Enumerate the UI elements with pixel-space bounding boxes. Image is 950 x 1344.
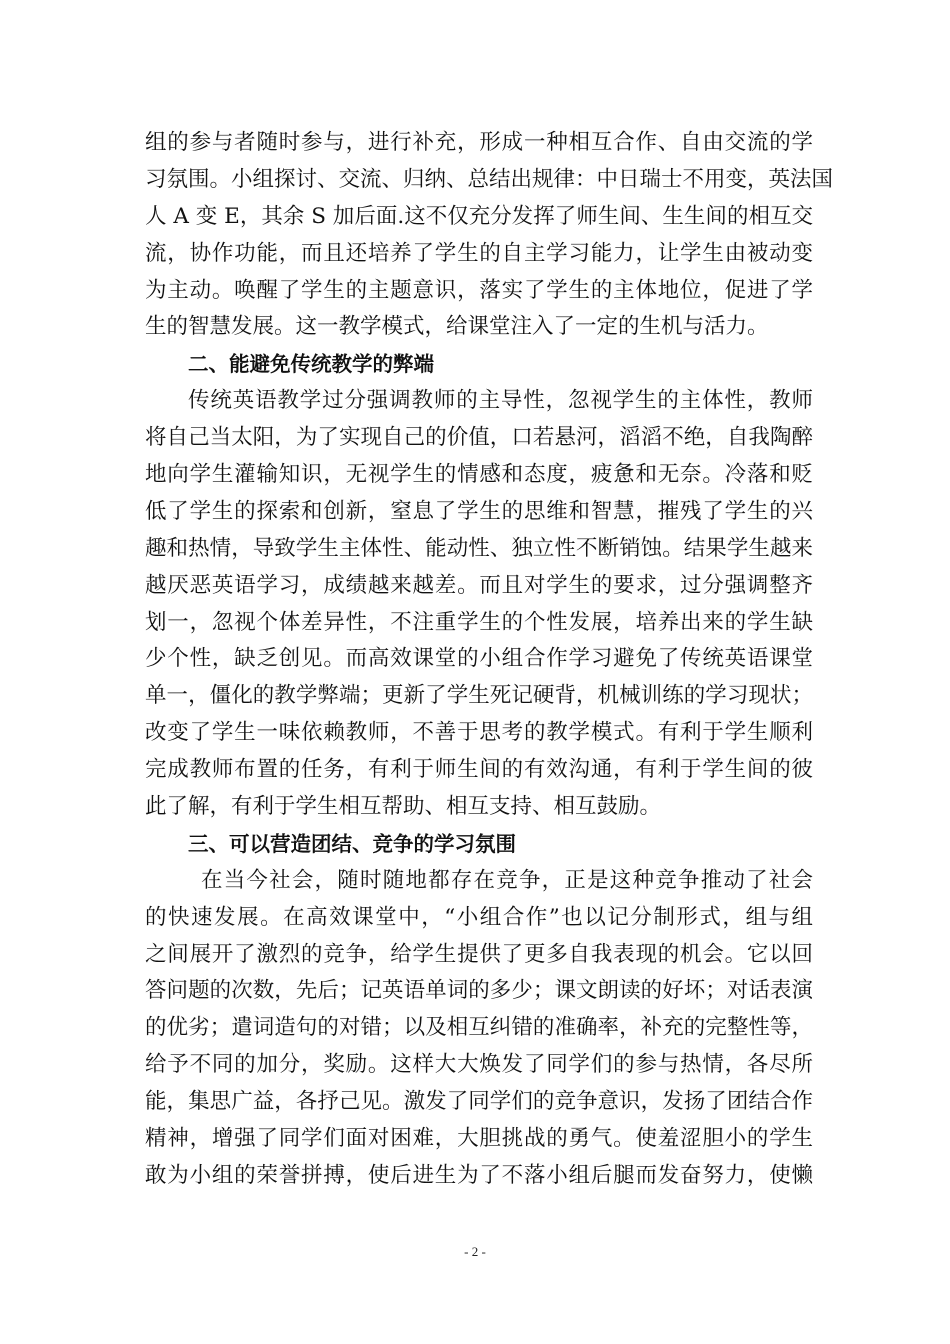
paragraph-line: 敢为小组的荣誉拼搏，使后进生为了不落小组后腿而发奋努力，使懒 bbox=[145, 1162, 813, 1188]
paragraph-line: 习氛围。小组探讨、交流、归纳、总结出规律：中日瑞士不用变，英法国 bbox=[145, 166, 834, 192]
paragraph-line: 地向学生灌输知识，无视学生的情感和态度，疲惫和无奈。冷落和贬 bbox=[145, 462, 813, 488]
paragraph-3 bbox=[145, 863, 813, 1195]
paragraph-line: 少个性，缺乏创见。而高效课堂的小组合作学习避免了传统英语课堂 bbox=[145, 646, 813, 672]
paragraph-line: 的快速发展。在高效课堂中，“小组合作”也以记分制形式，组与组 bbox=[145, 904, 813, 930]
paragraph-line: 精神，增强了同学们面对困难，大胆挑战的勇气。使羞涩胆小的学生 bbox=[145, 1126, 813, 1152]
paragraph-line: 低了学生的探索和创新，窒息了学生的思维和智慧，摧残了学生的兴 bbox=[145, 498, 813, 524]
paragraph-line: 改变了学生一味依赖教师，不善于思考的教学模式。有利于学生顺利 bbox=[145, 720, 813, 746]
paragraph-line: 之间展开了激烈的竞争，给学生提供了更多自我表现的机会。它以回 bbox=[145, 941, 813, 967]
paragraph-line: 此了解，有利于学生相互帮助、相互支持、相互鼓励。 bbox=[145, 794, 662, 820]
body-text bbox=[145, 125, 834, 1195]
paragraph-line: 单一，僵化的教学弊端；更新了学生死记硬背，机械训练的学习现状； bbox=[145, 683, 813, 709]
paragraph-line: 趣和热情，导致学生主体性、能动性、独立性不断销蚀。结果学生越来 bbox=[145, 535, 813, 561]
paragraph-1 bbox=[145, 125, 834, 346]
paragraph-line: 越厌恶英语学习，成绩越来越差。而且对学生的要求，过分强调整齐 bbox=[145, 572, 813, 598]
paragraph-line: 人 A 变 E，其余 S 加后面.这不仅充分发挥了师生间、生生间的相互交 bbox=[145, 203, 813, 229]
paragraph-2 bbox=[145, 383, 813, 826]
section-heading-2: 二、能避免传统教学的弊端 bbox=[188, 352, 434, 377]
paragraph-line: 将自己当太阳，为了实现自己的价值，口若悬河，滔滔不绝，自我陶醉 bbox=[145, 425, 813, 451]
paragraph-line: 的优劣；遣词造句的对错；以及相互纠错的准确率，补充的完整性等， bbox=[145, 1015, 813, 1041]
paragraph-line: 组的参与者随时参与，进行补充，形成一种相互合作、自由交流的学 bbox=[145, 130, 813, 155]
page-number: - 2 - bbox=[464, 1244, 486, 1259]
paragraph-line: 答问题的次数，先后；记英语单词的多少；课文朗读的好坏；对话表演 bbox=[145, 978, 813, 1004]
paragraph-line: 能，集思广益，各抒己见。激发了同学们的竞争意识，发扬了团结合作 bbox=[145, 1089, 813, 1115]
section-heading-3: 三、可以营造团结、竞争的学习氛围 bbox=[188, 831, 516, 856]
paragraph-line: 传统英语教学过分强调教师的主导性，忽视学生的主体性，教师 bbox=[188, 388, 813, 414]
paragraph-line: 流，协作功能，而且还培养了学生的自主学习能力，让学生由被动变 bbox=[145, 240, 813, 266]
paragraph-line: 完成教师布置的任务，有利于师生间的有效沟通，有利于学生间的彼 bbox=[145, 757, 813, 783]
paragraph-line: 给予不同的加分，奖励。这样大大焕发了同学们的参与热情，各尽所 bbox=[145, 1052, 813, 1078]
paragraph-line: 为主动。唤醒了学生的主题意识，落实了学生的主体地位，促进了学 bbox=[145, 277, 813, 303]
paragraph-line: 在当今社会，随时随地都存在竞争，正是这种竞争推动了社会 bbox=[201, 867, 813, 893]
paragraph-line: 划一，忽视个体差异性，不注重学生的个性发展，培养出来的学生缺 bbox=[145, 609, 813, 635]
paragraph-line: 生的智慧发展。这一教学模式，给课堂注入了一定的生机与活力。 bbox=[145, 314, 769, 340]
